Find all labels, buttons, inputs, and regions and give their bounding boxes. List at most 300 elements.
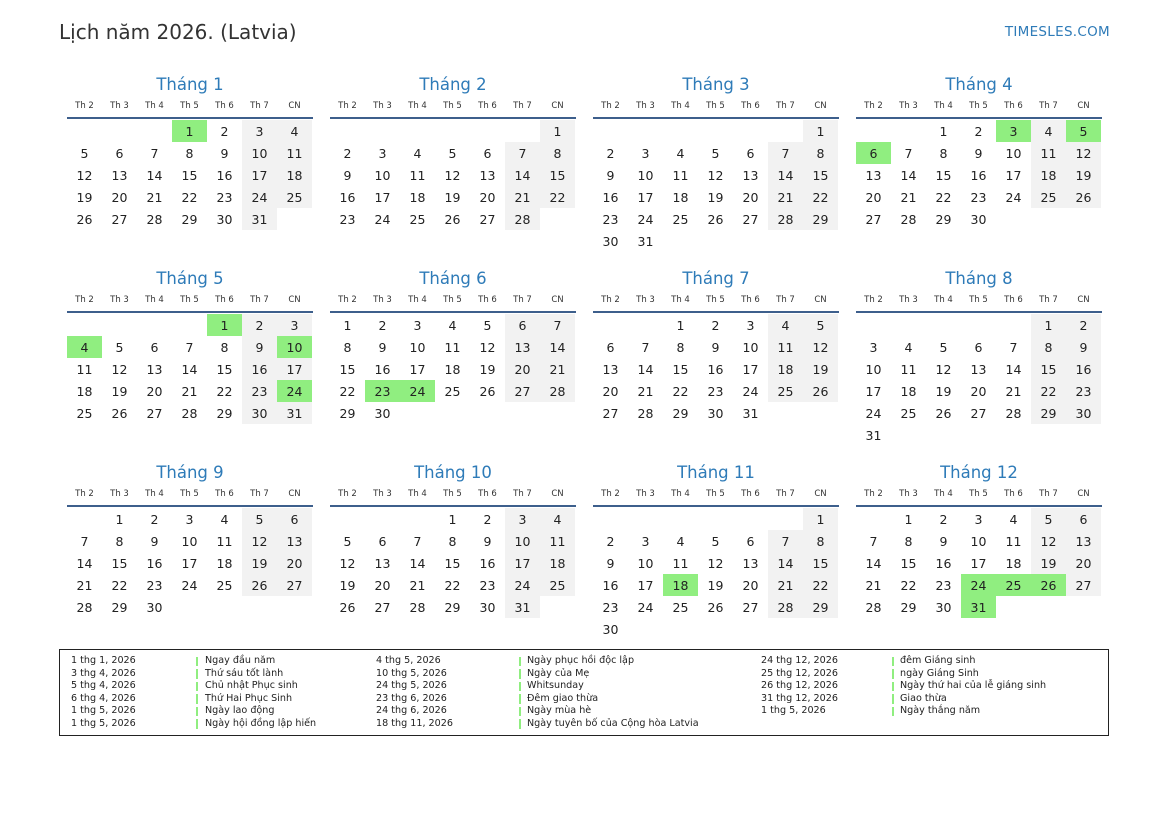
day-cell[interactable]: 5: [711, 533, 720, 549]
day-cell[interactable]: 28: [146, 211, 163, 227]
day-cell[interactable]: 16: [602, 189, 619, 205]
day-cell[interactable]: 17: [1005, 167, 1022, 183]
day-cell[interactable]: 15: [339, 361, 356, 377]
day-cell[interactable]: 12: [242, 530, 277, 552]
day-cell[interactable]: 9: [939, 533, 948, 549]
day-cell[interactable]: 30: [707, 405, 724, 421]
day-cell-holiday[interactable]: 24: [961, 574, 996, 596]
day-cell[interactable]: 20: [1066, 552, 1101, 574]
day-cell[interactable]: 10: [637, 555, 654, 571]
day-cell-holiday[interactable]: 1: [172, 120, 207, 142]
day-cell[interactable]: 23: [216, 189, 233, 205]
day-cell-holiday[interactable]: 6: [856, 142, 891, 164]
day-cell[interactable]: 28: [505, 208, 540, 230]
day-cell[interactable]: 23: [602, 211, 619, 227]
day-cell[interactable]: 20: [111, 189, 128, 205]
day-cell[interactable]: 26: [707, 599, 724, 615]
day-cell[interactable]: 27: [146, 405, 163, 421]
day-cell[interactable]: 7: [185, 339, 194, 355]
day-cell-holiday[interactable]: 3: [996, 120, 1031, 142]
day-cell[interactable]: 14: [637, 361, 654, 377]
day-cell[interactable]: 15: [900, 555, 917, 571]
day-cell[interactable]: 8: [220, 339, 229, 355]
day-cell[interactable]: 21: [76, 577, 93, 593]
day-cell-holiday[interactable]: 24: [400, 380, 435, 402]
day-cell[interactable]: 27: [505, 380, 540, 402]
day-cell[interactable]: 15: [672, 361, 689, 377]
day-cell[interactable]: 3: [869, 339, 878, 355]
day-cell[interactable]: 10: [970, 533, 987, 549]
day-cell[interactable]: 3: [746, 317, 755, 333]
day-cell[interactable]: 24: [505, 574, 540, 596]
day-cell[interactable]: 5: [1031, 508, 1066, 530]
day-cell[interactable]: 16: [602, 577, 619, 593]
day-cell[interactable]: 16: [1066, 358, 1101, 380]
day-cell[interactable]: 12: [1031, 530, 1066, 552]
day-cell[interactable]: 21: [409, 577, 426, 593]
day-cell[interactable]: 7: [1009, 339, 1018, 355]
day-cell[interactable]: 13: [1066, 530, 1101, 552]
day-cell[interactable]: 11: [76, 361, 93, 377]
day-cell[interactable]: 19: [479, 361, 496, 377]
day-cell[interactable]: 9: [343, 167, 352, 183]
day-cell[interactable]: 27: [374, 599, 391, 615]
day-cell[interactable]: 9: [606, 555, 615, 571]
day-cell[interactable]: 9: [483, 533, 492, 549]
day-cell[interactable]: 17: [970, 555, 987, 571]
day-cell[interactable]: 10: [637, 167, 654, 183]
day-cell[interactable]: 15: [803, 552, 838, 574]
day-cell[interactable]: 18: [900, 383, 917, 399]
day-cell[interactable]: 22: [216, 383, 233, 399]
day-cell[interactable]: 2: [606, 145, 615, 161]
day-cell[interactable]: 29: [672, 405, 689, 421]
day-cell[interactable]: 23: [146, 577, 163, 593]
day-cell[interactable]: 5: [803, 314, 838, 336]
day-cell[interactable]: 2: [242, 314, 277, 336]
day-cell[interactable]: 27: [1066, 574, 1101, 596]
day-cell[interactable]: 27: [865, 211, 882, 227]
day-cell[interactable]: 30: [602, 233, 619, 249]
day-cell[interactable]: 7: [641, 339, 650, 355]
day-cell[interactable]: 4: [413, 145, 422, 161]
day-cell[interactable]: 5: [80, 145, 89, 161]
day-cell[interactable]: 10: [181, 533, 198, 549]
day-cell-holiday[interactable]: 23: [365, 380, 400, 402]
day-cell[interactable]: 6: [1066, 508, 1101, 530]
day-cell[interactable]: 20: [742, 189, 759, 205]
day-cell[interactable]: 30: [374, 405, 391, 421]
day-cell[interactable]: 15: [216, 361, 233, 377]
day-cell[interactable]: 7: [413, 533, 422, 549]
day-cell[interactable]: 27: [277, 574, 312, 596]
day-cell[interactable]: 11: [900, 361, 917, 377]
day-cell[interactable]: 6: [277, 508, 312, 530]
day-cell[interactable]: 13: [742, 167, 759, 183]
brand-link[interactable]: TIMESLES.COM: [1004, 24, 1110, 40]
day-cell[interactable]: 27: [602, 405, 619, 421]
day-cell[interactable]: 7: [150, 145, 159, 161]
day-cell[interactable]: 8: [1031, 336, 1066, 358]
day-cell[interactable]: 1: [448, 511, 457, 527]
day-cell[interactable]: 26: [76, 211, 93, 227]
day-cell[interactable]: 28: [900, 211, 917, 227]
day-cell[interactable]: 19: [76, 189, 93, 205]
day-cell[interactable]: 26: [803, 380, 838, 402]
day-cell[interactable]: 29: [900, 599, 917, 615]
day-cell[interactable]: 9: [606, 167, 615, 183]
day-cell[interactable]: 24: [374, 211, 391, 227]
day-cell[interactable]: 13: [111, 167, 128, 183]
day-cell[interactable]: 22: [900, 577, 917, 593]
day-cell[interactable]: 21: [146, 189, 163, 205]
day-cell[interactable]: 11: [672, 167, 689, 183]
day-cell[interactable]: 21: [540, 358, 575, 380]
day-cell[interactable]: 18: [768, 358, 803, 380]
day-cell[interactable]: 18: [540, 552, 575, 574]
day-cell[interactable]: 4: [676, 533, 685, 549]
day-cell[interactable]: 6: [150, 339, 159, 355]
day-cell[interactable]: 15: [540, 164, 575, 186]
day-cell[interactable]: 8: [540, 142, 575, 164]
day-cell[interactable]: 2: [939, 511, 948, 527]
day-cell[interactable]: 1: [904, 511, 913, 527]
day-cell[interactable]: 30: [1066, 402, 1101, 424]
day-cell[interactable]: 1: [803, 508, 838, 530]
day-cell[interactable]: 30: [242, 402, 277, 424]
day-cell[interactable]: 28: [181, 405, 198, 421]
day-cell[interactable]: 31: [637, 233, 654, 249]
day-cell[interactable]: 5: [483, 317, 492, 333]
day-cell[interactable]: 22: [803, 186, 838, 208]
day-cell[interactable]: 5: [448, 145, 457, 161]
day-cell[interactable]: 10: [242, 142, 277, 164]
day-cell[interactable]: 24: [242, 186, 277, 208]
day-cell[interactable]: 9: [711, 339, 720, 355]
day-cell[interactable]: 10: [374, 167, 391, 183]
day-cell[interactable]: 26: [444, 211, 461, 227]
day-cell[interactable]: 8: [343, 339, 352, 355]
day-cell[interactable]: 23: [602, 599, 619, 615]
day-cell[interactable]: 29: [444, 599, 461, 615]
day-cell[interactable]: 6: [378, 533, 387, 549]
day-cell[interactable]: 29: [216, 405, 233, 421]
day-cell[interactable]: 12: [707, 167, 724, 183]
day-cell[interactable]: 30: [479, 599, 496, 615]
day-cell[interactable]: 4: [448, 317, 457, 333]
day-cell[interactable]: 14: [505, 164, 540, 186]
day-cell[interactable]: 21: [181, 383, 198, 399]
day-cell[interactable]: 14: [768, 164, 803, 186]
day-cell-holiday[interactable]: 26: [1031, 574, 1066, 596]
day-cell[interactable]: 19: [1066, 164, 1101, 186]
day-cell[interactable]: 28: [540, 380, 575, 402]
day-cell[interactable]: 8: [803, 530, 838, 552]
day-cell[interactable]: 25: [540, 574, 575, 596]
day-cell[interactable]: 12: [111, 361, 128, 377]
day-cell[interactable]: 17: [505, 552, 540, 574]
day-cell[interactable]: 2: [711, 317, 720, 333]
day-cell[interactable]: 4: [768, 314, 803, 336]
day-cell[interactable]: 14: [900, 167, 917, 183]
day-cell[interactable]: 11: [216, 533, 233, 549]
day-cell[interactable]: 7: [904, 145, 913, 161]
day-cell[interactable]: 20: [865, 189, 882, 205]
day-cell[interactable]: 25: [444, 383, 461, 399]
day-cell[interactable]: 5: [939, 339, 948, 355]
day-cell[interactable]: 14: [540, 336, 575, 358]
day-cell[interactable]: 15: [444, 555, 461, 571]
day-cell[interactable]: 12: [76, 167, 93, 183]
day-cell[interactable]: 18: [409, 189, 426, 205]
day-cell-holiday[interactable]: 4: [67, 336, 102, 358]
day-cell[interactable]: 6: [505, 314, 540, 336]
day-cell[interactable]: 29: [935, 211, 952, 227]
day-cell[interactable]: 31: [742, 405, 759, 421]
day-cell[interactable]: 24: [1005, 189, 1022, 205]
day-cell[interactable]: 22: [181, 189, 198, 205]
day-cell[interactable]: 26: [707, 211, 724, 227]
day-cell[interactable]: 7: [768, 142, 803, 164]
day-cell[interactable]: 25: [768, 380, 803, 402]
day-cell-holiday[interactable]: 10: [277, 336, 312, 358]
day-cell[interactable]: 13: [970, 361, 987, 377]
day-cell[interactable]: 4: [676, 145, 685, 161]
day-cell[interactable]: 16: [935, 555, 952, 571]
day-cell[interactable]: 16: [146, 555, 163, 571]
day-cell[interactable]: 18: [672, 189, 689, 205]
day-cell[interactable]: 29: [803, 596, 838, 618]
day-cell[interactable]: 12: [1066, 142, 1101, 164]
day-cell[interactable]: 15: [935, 167, 952, 183]
day-cell[interactable]: 19: [111, 383, 128, 399]
day-cell[interactable]: 16: [242, 358, 277, 380]
day-cell[interactable]: 21: [1005, 383, 1022, 399]
day-cell[interactable]: 11: [444, 339, 461, 355]
day-cell[interactable]: 6: [746, 533, 755, 549]
day-cell[interactable]: 10: [1005, 145, 1022, 161]
day-cell[interactable]: 20: [742, 577, 759, 593]
day-cell[interactable]: 21: [865, 577, 882, 593]
day-cell[interactable]: 25: [216, 577, 233, 593]
day-cell[interactable]: 18: [76, 383, 93, 399]
day-cell[interactable]: 20: [277, 552, 312, 574]
day-cell[interactable]: 20: [479, 189, 496, 205]
day-cell[interactable]: 16: [216, 167, 233, 183]
day-cell[interactable]: 19: [707, 189, 724, 205]
day-cell[interactable]: 7: [540, 314, 575, 336]
day-cell[interactable]: 30: [216, 211, 233, 227]
day-cell[interactable]: 14: [1005, 361, 1022, 377]
day-cell[interactable]: 19: [707, 577, 724, 593]
day-cell[interactable]: 15: [181, 167, 198, 183]
day-cell[interactable]: 8: [939, 145, 948, 161]
day-cell[interactable]: 2: [220, 123, 229, 139]
day-cell[interactable]: 16: [479, 555, 496, 571]
day-cell[interactable]: 5: [711, 145, 720, 161]
day-cell[interactable]: 23: [970, 189, 987, 205]
day-cell[interactable]: 13: [277, 530, 312, 552]
day-cell[interactable]: 31: [242, 208, 277, 230]
day-cell[interactable]: 19: [803, 358, 838, 380]
day-cell[interactable]: 15: [1031, 358, 1066, 380]
day-cell[interactable]: 6: [483, 145, 492, 161]
day-cell[interactable]: 10: [505, 530, 540, 552]
day-cell-holiday[interactable]: 31: [961, 596, 996, 618]
day-cell[interactable]: 1: [939, 123, 948, 139]
day-cell[interactable]: 26: [1066, 186, 1101, 208]
day-cell[interactable]: 4: [1031, 120, 1066, 142]
day-cell[interactable]: 2: [1066, 314, 1101, 336]
day-cell[interactable]: 28: [76, 599, 93, 615]
day-cell[interactable]: 28: [865, 599, 882, 615]
day-cell[interactable]: 10: [742, 339, 759, 355]
day-cell[interactable]: 22: [339, 383, 356, 399]
day-cell[interactable]: 7: [768, 530, 803, 552]
day-cell[interactable]: 29: [803, 208, 838, 230]
day-cell[interactable]: 26: [242, 574, 277, 596]
day-cell[interactable]: 15: [111, 555, 128, 571]
day-cell[interactable]: 18: [1031, 164, 1066, 186]
day-cell[interactable]: 11: [672, 555, 689, 571]
day-cell[interactable]: 26: [111, 405, 128, 421]
day-cell[interactable]: 12: [479, 339, 496, 355]
day-cell[interactable]: 16: [374, 361, 391, 377]
day-cell[interactable]: 4: [540, 508, 575, 530]
day-cell[interactable]: 19: [242, 552, 277, 574]
day-cell[interactable]: 22: [540, 186, 575, 208]
day-cell-holiday[interactable]: 1: [207, 314, 242, 336]
day-cell[interactable]: 29: [339, 405, 356, 421]
day-cell[interactable]: 26: [935, 405, 952, 421]
day-cell[interactable]: 2: [483, 511, 492, 527]
day-cell[interactable]: 17: [637, 577, 654, 593]
day-cell[interactable]: 1: [540, 120, 575, 142]
day-cell[interactable]: 2: [378, 317, 387, 333]
day-cell[interactable]: 21: [637, 383, 654, 399]
day-cell[interactable]: 22: [1031, 380, 1066, 402]
day-cell[interactable]: 13: [742, 555, 759, 571]
day-cell[interactable]: 19: [1031, 552, 1066, 574]
day-cell[interactable]: 28: [768, 208, 803, 230]
day-cell-holiday[interactable]: 5: [1066, 120, 1101, 142]
day-cell[interactable]: 29: [181, 211, 198, 227]
day-cell[interactable]: 21: [505, 186, 540, 208]
day-cell[interactable]: 21: [900, 189, 917, 205]
day-cell-holiday[interactable]: 18: [663, 574, 698, 596]
day-cell[interactable]: 3: [641, 533, 650, 549]
day-cell[interactable]: 10: [409, 339, 426, 355]
day-cell[interactable]: 13: [865, 167, 882, 183]
day-cell[interactable]: 24: [637, 599, 654, 615]
day-cell[interactable]: 11: [1031, 142, 1066, 164]
day-cell[interactable]: 25: [900, 405, 917, 421]
day-cell[interactable]: 25: [76, 405, 93, 421]
day-cell[interactable]: 12: [339, 555, 356, 571]
day-cell[interactable]: 31: [277, 402, 312, 424]
day-cell[interactable]: 16: [970, 167, 987, 183]
day-cell[interactable]: 3: [974, 511, 983, 527]
day-cell[interactable]: 3: [505, 508, 540, 530]
day-cell[interactable]: 7: [869, 533, 878, 549]
day-cell[interactable]: 13: [602, 361, 619, 377]
day-cell[interactable]: 30: [935, 599, 952, 615]
day-cell[interactable]: 11: [409, 167, 426, 183]
day-cell[interactable]: 12: [803, 336, 838, 358]
day-cell[interactable]: 23: [242, 380, 277, 402]
day-cell[interactable]: 13: [146, 361, 163, 377]
day-cell[interactable]: 11: [540, 530, 575, 552]
day-cell-holiday[interactable]: 24: [277, 380, 312, 402]
day-cell[interactable]: 11: [277, 142, 312, 164]
day-cell[interactable]: 24: [865, 405, 882, 421]
day-cell[interactable]: 14: [76, 555, 93, 571]
day-cell[interactable]: 13: [479, 167, 496, 183]
day-cell[interactable]: 8: [803, 142, 838, 164]
day-cell[interactable]: 9: [220, 145, 229, 161]
day-cell[interactable]: 22: [803, 574, 838, 596]
day-cell[interactable]: 27: [111, 211, 128, 227]
day-cell[interactable]: 17: [242, 164, 277, 186]
day-cell[interactable]: 5: [115, 339, 124, 355]
day-cell[interactable]: 26: [479, 383, 496, 399]
day-cell[interactable]: 8: [448, 533, 457, 549]
day-cell[interactable]: 8: [115, 533, 124, 549]
day-cell[interactable]: 18: [1005, 555, 1022, 571]
day-cell[interactable]: 9: [974, 145, 983, 161]
day-cell[interactable]: 20: [970, 383, 987, 399]
day-cell[interactable]: 17: [277, 358, 312, 380]
day-cell[interactable]: 25: [672, 599, 689, 615]
day-cell[interactable]: 2: [606, 533, 615, 549]
day-cell[interactable]: 21: [768, 574, 803, 596]
day-cell[interactable]: 14: [865, 555, 882, 571]
day-cell[interactable]: 26: [339, 599, 356, 615]
day-cell[interactable]: 6: [115, 145, 124, 161]
day-cell[interactable]: 23: [935, 577, 952, 593]
day-cell[interactable]: 20: [602, 383, 619, 399]
day-cell[interactable]: 20: [374, 577, 391, 593]
day-cell[interactable]: 4: [220, 511, 229, 527]
day-cell[interactable]: 12: [707, 555, 724, 571]
day-cell[interactable]: 4: [904, 339, 913, 355]
day-cell[interactable]: 17: [409, 361, 426, 377]
day-cell[interactable]: 1: [343, 317, 352, 333]
day-cell[interactable]: 29: [1031, 402, 1066, 424]
day-cell[interactable]: 9: [378, 339, 387, 355]
day-cell[interactable]: 4: [277, 120, 312, 142]
day-cell[interactable]: 20: [146, 383, 163, 399]
day-cell[interactable]: 22: [672, 383, 689, 399]
day-cell[interactable]: 25: [1031, 186, 1066, 208]
day-cell[interactable]: 27: [479, 211, 496, 227]
day-cell[interactable]: 27: [970, 405, 987, 421]
day-cell[interactable]: 17: [637, 189, 654, 205]
day-cell[interactable]: 18: [277, 164, 312, 186]
day-cell[interactable]: 3: [242, 120, 277, 142]
day-cell[interactable]: 12: [444, 167, 461, 183]
day-cell[interactable]: 12: [935, 361, 952, 377]
day-cell[interactable]: 14: [409, 555, 426, 571]
day-cell[interactable]: 2: [974, 123, 983, 139]
day-cell[interactable]: 19: [339, 577, 356, 593]
day-cell[interactable]: 25: [672, 211, 689, 227]
day-cell[interactable]: 1: [1031, 314, 1066, 336]
day-cell[interactable]: 23: [1066, 380, 1101, 402]
day-cell[interactable]: 7: [80, 533, 89, 549]
day-cell[interactable]: 17: [374, 189, 391, 205]
day-cell[interactable]: 9: [1066, 336, 1101, 358]
